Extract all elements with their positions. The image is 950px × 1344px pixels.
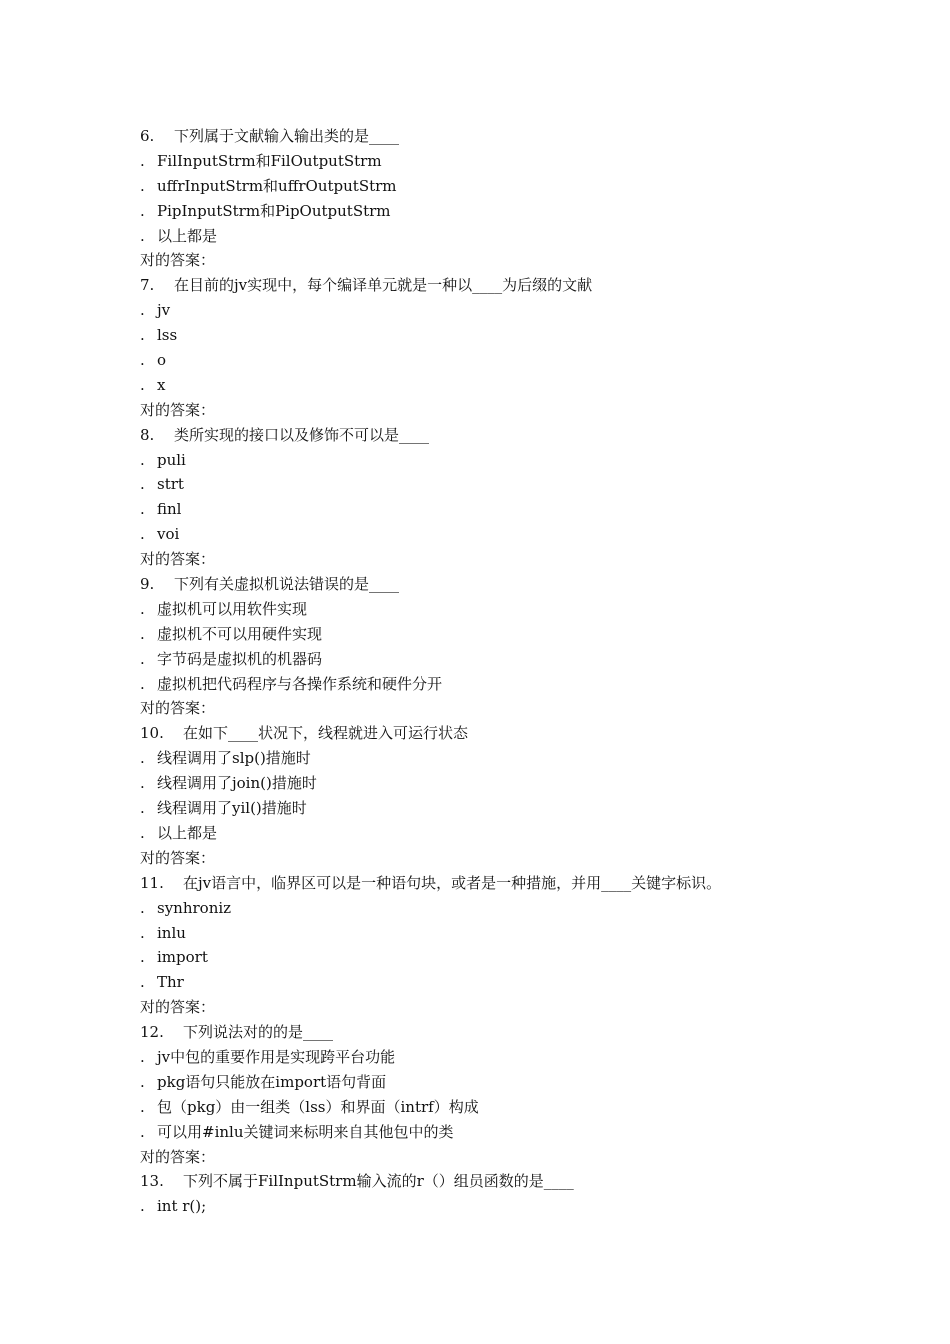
question-text: 在jv语言中，临界区可以是一种语句块，或者是一种措施，并用____关键字标识。 [183,873,722,892]
option-line: . 可以用#inlu关键词来标明来自其他包中的类 [140,1122,454,1141]
option-line: . 线程调用了join()措施时 [140,774,317,793]
question-7 [140,273,920,298]
option-line: . pkg语句只能放在import语句背面 [140,1072,387,1091]
option-text: o [157,351,167,370]
question-6 [140,124,920,149]
question-8 [140,423,920,448]
option-text: x [157,375,166,394]
option-text: lss [157,326,178,345]
question-text: 下列有关虚拟机说法错误的是____ [174,575,400,594]
option-line: . 以上都是 [140,226,218,245]
question-text: 在目前的jv实现中，每个编译单元就是一种以____为后缀的文献 [174,276,593,295]
question-text: 下列不属于FilInputStrm输入流的r（）组员函数的是____ [183,1172,574,1191]
answer-label: 对的答案： [140,998,216,1017]
question-text: 下列说法对的的是____ [183,1023,334,1042]
option-line: . int r(); [140,1197,207,1216]
question-number: 8. [140,425,155,444]
option-text: FilInputStrm和FilOutputStrm [157,151,382,170]
document-page [140,124,920,1219]
option-text: 包（pkg）由一组类（lss）和界面（intrf）构成 [157,1097,479,1116]
answer-label: 对的答案： [140,400,216,419]
question-12 [140,1020,920,1045]
option-line: . synhroniz [140,898,232,917]
question-text: 在如下____状况下，线程就进入可运行状态 [183,724,469,743]
option-line: . o [140,351,167,370]
option-text: voi [157,525,180,544]
option-text: uffrInputStrm和uffrOutputStrm [157,176,397,195]
option-line: . 虚拟机不可以用硬件实现 [140,624,323,643]
question-13 [140,1169,920,1194]
option-text: 虚拟机可以用软件实现 [157,599,308,618]
question-number: 12. [140,1023,164,1042]
option-line: . 线程调用了yil()措施时 [140,799,307,818]
question-10 [140,721,920,746]
question-9 [140,572,920,597]
option-line: . 虚拟机可以用软件实现 [140,599,308,618]
option-line: . lss [140,326,178,345]
option-text: puli [157,450,186,469]
option-text: pkg语句只能放在import语句背面 [157,1072,387,1091]
option-text: 字节码是虚拟机的机器码 [157,649,323,668]
option-line: . PipInputStrm和PipOutputStrm [140,201,391,220]
option-text: 以上都是 [157,823,218,842]
option-text: 可以用#inlu关键词来标明来自其他包中的类 [157,1122,454,1141]
question-number: 10. [140,724,164,743]
option-text: 线程调用了yil()措施时 [157,799,307,818]
option-text: synhroniz [157,898,232,917]
option-line: . voi [140,525,180,544]
answer-label: 对的答案： [140,1147,216,1166]
option-line: . inlu [140,923,186,942]
answer-label: 对的答案： [140,848,216,867]
question-number: 7. [140,276,155,295]
answer-label: 对的答案： [140,251,216,270]
option-text: 虚拟机不可以用硬件实现 [157,624,323,643]
option-line: . Thr [140,973,184,992]
question-number: 6. [140,127,155,145]
option-text: finl [157,500,182,519]
question-text: 类所实现的接口以及修饰不可以是____ [174,425,430,444]
option-line: . 以上都是 [140,823,218,842]
question-number: 11. [140,873,164,892]
question-number: 13. [140,1172,164,1191]
option-text: 线程调用了slp()措施时 [157,749,311,768]
option-line: . 字节码是虚拟机的机器码 [140,649,323,668]
option-line: . strt [140,475,184,494]
option-line: . 虚拟机把代码程序与各操作系统和硬件分开 [140,674,443,693]
option-text: 虚拟机把代码程序与各操作系统和硬件分开 [157,674,443,693]
option-text: 以上都是 [157,226,218,245]
option-text: jv [157,301,171,320]
answer-label: 对的答案： [140,550,216,569]
option-line: . jv [140,301,171,320]
option-text: Thr [157,973,184,992]
question-number: 9. [140,575,155,594]
answer-label: 对的答案： [140,699,216,718]
option-text: import [157,948,208,967]
option-text: PipInputStrm和PipOutputStrm [157,201,391,220]
option-line: . 包（pkg）由一组类（lss）和界面（intrf）构成 [140,1097,479,1116]
question-text: 下列属于文献输入输出类的是____ [174,127,400,145]
option-line: . import [140,948,208,967]
option-line: . FilInputStrm和FilOutputStrm [140,151,382,170]
question-11 [140,871,920,896]
option-line: . x [140,375,166,394]
option-line: . puli [140,450,186,469]
option-line: . finl [140,500,182,519]
option-line: . uffrInputStrm和uffrOutputStrm [140,176,397,195]
option-line: . jv中包的重要作用是实现跨平台功能 [140,1047,396,1066]
option-text: int r(); [157,1197,207,1216]
option-text: inlu [157,923,186,942]
option-text: 线程调用了join()措施时 [157,774,317,793]
option-line: . 线程调用了slp()措施时 [140,749,311,768]
option-text: jv中包的重要作用是实现跨平台功能 [157,1047,396,1066]
option-text: strt [157,475,184,494]
